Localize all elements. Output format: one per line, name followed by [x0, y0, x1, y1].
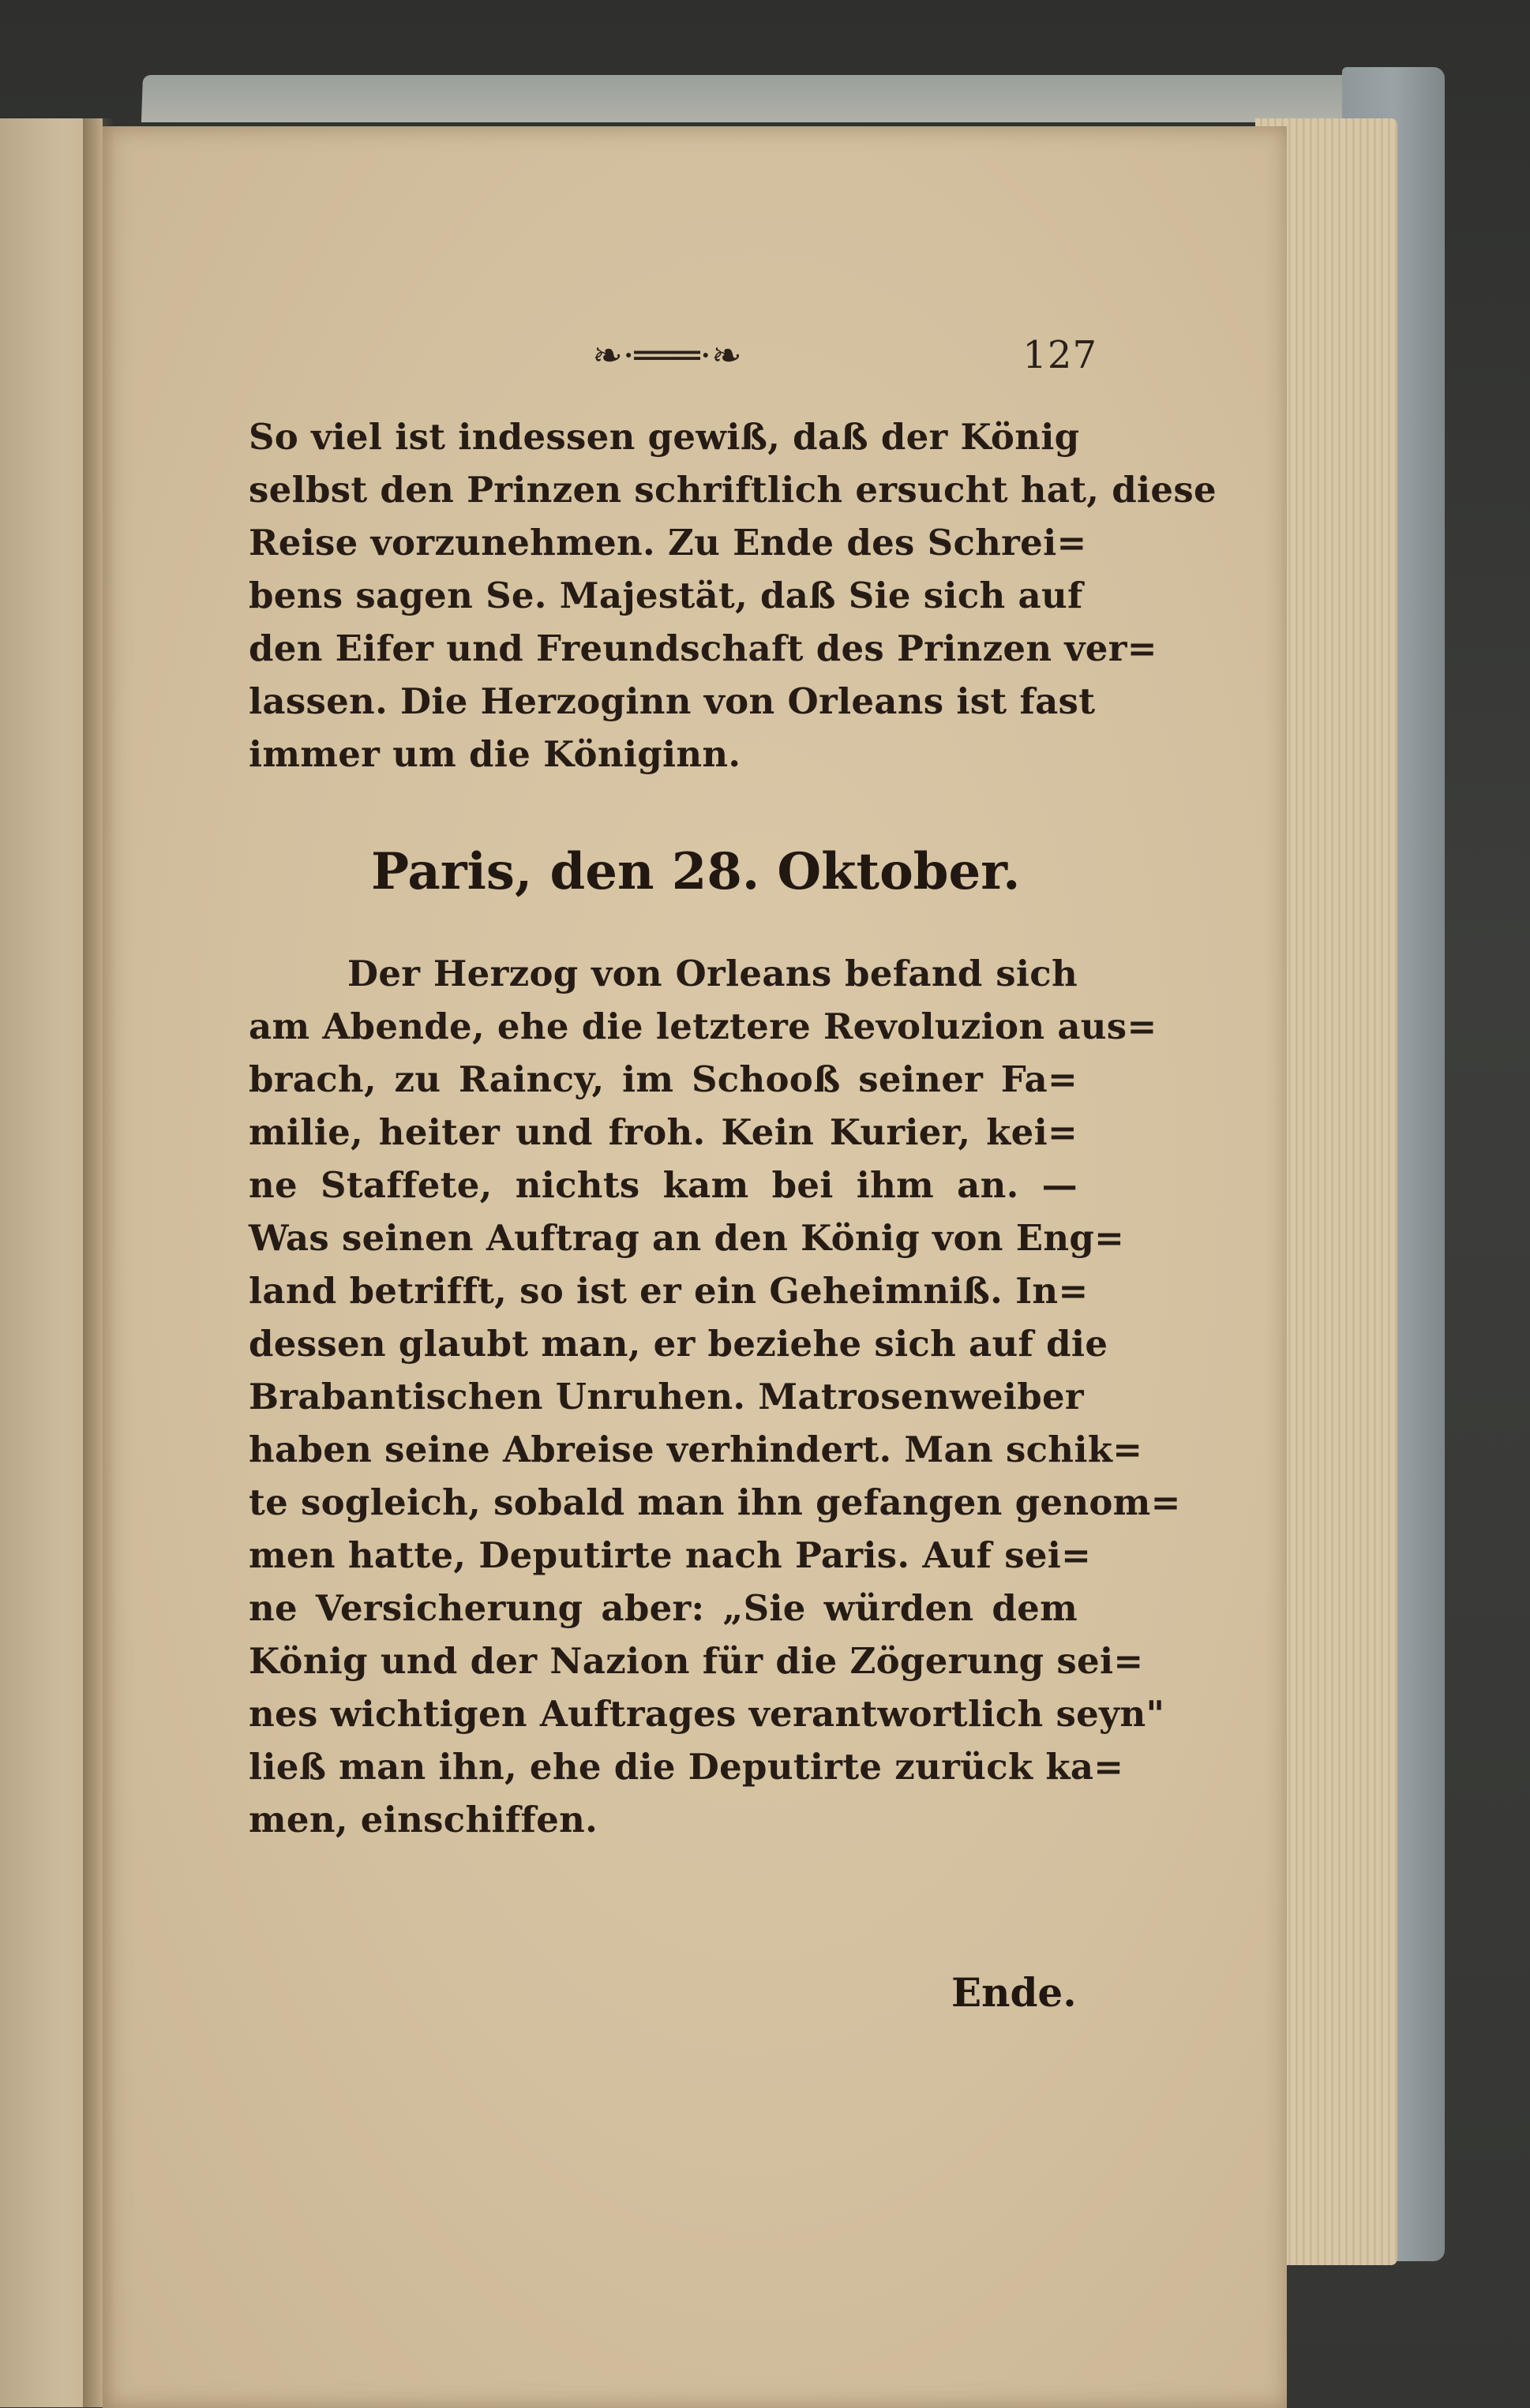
- book-cover-top: [141, 75, 1406, 122]
- text-line: Reise vorzunehmen. Zu Ende des Schrei=: [249, 522, 1087, 564]
- text-line: am Abende, ehe die letztere Revoluzion aus=: [249, 1006, 1157, 1047]
- text-line: Der Herzog von Orleans befand sich: [347, 953, 1078, 994]
- text-line: te sogleich, sobald man ihn gefangen genom=: [249, 1481, 1181, 1523]
- text-line: ne Staffete, nichts kam bei ihm an. —: [249, 1164, 1078, 1206]
- text-line: dessen glaubt man, er beziehe sich auf die: [249, 1323, 1108, 1365]
- text-line: bens sagen Se. Majestät, daß Sie sich auf: [249, 575, 1083, 616]
- text-line: men hatte, Deputirte nach Paris. Auf sei=: [249, 1534, 1092, 1576]
- text-line: men, einschiffen.: [249, 1799, 598, 1841]
- section-heading: Paris, den 28. Oktober.: [371, 842, 1021, 901]
- text-line: nes wichtigen Auftrages verantwortlich seyn": [249, 1693, 1165, 1735]
- text-line: den Eifer und Freundschaft des Prinzen ver=: [249, 627, 1157, 669]
- text-line: haben seine Abreise verhindert. Man schik=: [249, 1429, 1143, 1470]
- text-line: Brabantischen Unruhen. Matrosenweiber: [249, 1376, 1084, 1417]
- text-line: ließ man ihn, ehe die Deputirte zurück ka=: [249, 1746, 1124, 1788]
- paragraph-1: [249, 410, 1217, 781]
- text-line: ne Versicherung aber: „Sie würden dem: [249, 1587, 1078, 1629]
- text-line: Was seinen Auftrag an den König von Eng=: [249, 1217, 1125, 1259]
- page-header: [553, 331, 1097, 379]
- text-line: brach, zu Raincy, im Schooß seiner Fa=: [249, 1058, 1078, 1100]
- end-word: Ende.: [951, 1969, 1077, 2016]
- text-line: selbst den Prinzen schriftlich ersucht hat, diese: [249, 469, 1217, 511]
- text-line: immer um die Königinn.: [249, 733, 741, 775]
- page-number: 127: [1022, 333, 1097, 377]
- text-line: König und der Nazion für die Zögerung sei=: [249, 1640, 1144, 1682]
- text-line: land betrifft, so ist er ein Geheimniß. In=: [249, 1270, 1089, 1312]
- paragraph-2: [249, 947, 1181, 1846]
- text-line: lassen. Die Herzoginn von Orleans ist fast: [249, 680, 1096, 722]
- header-ornament: ❧·═══·❧: [592, 334, 742, 376]
- text-line: milie, heiter und froh. Kein Kurier, kei=: [249, 1111, 1078, 1153]
- text-line: So viel ist indessen gewiß, daß der König: [249, 416, 1080, 458]
- book-gutter: [83, 118, 114, 2407]
